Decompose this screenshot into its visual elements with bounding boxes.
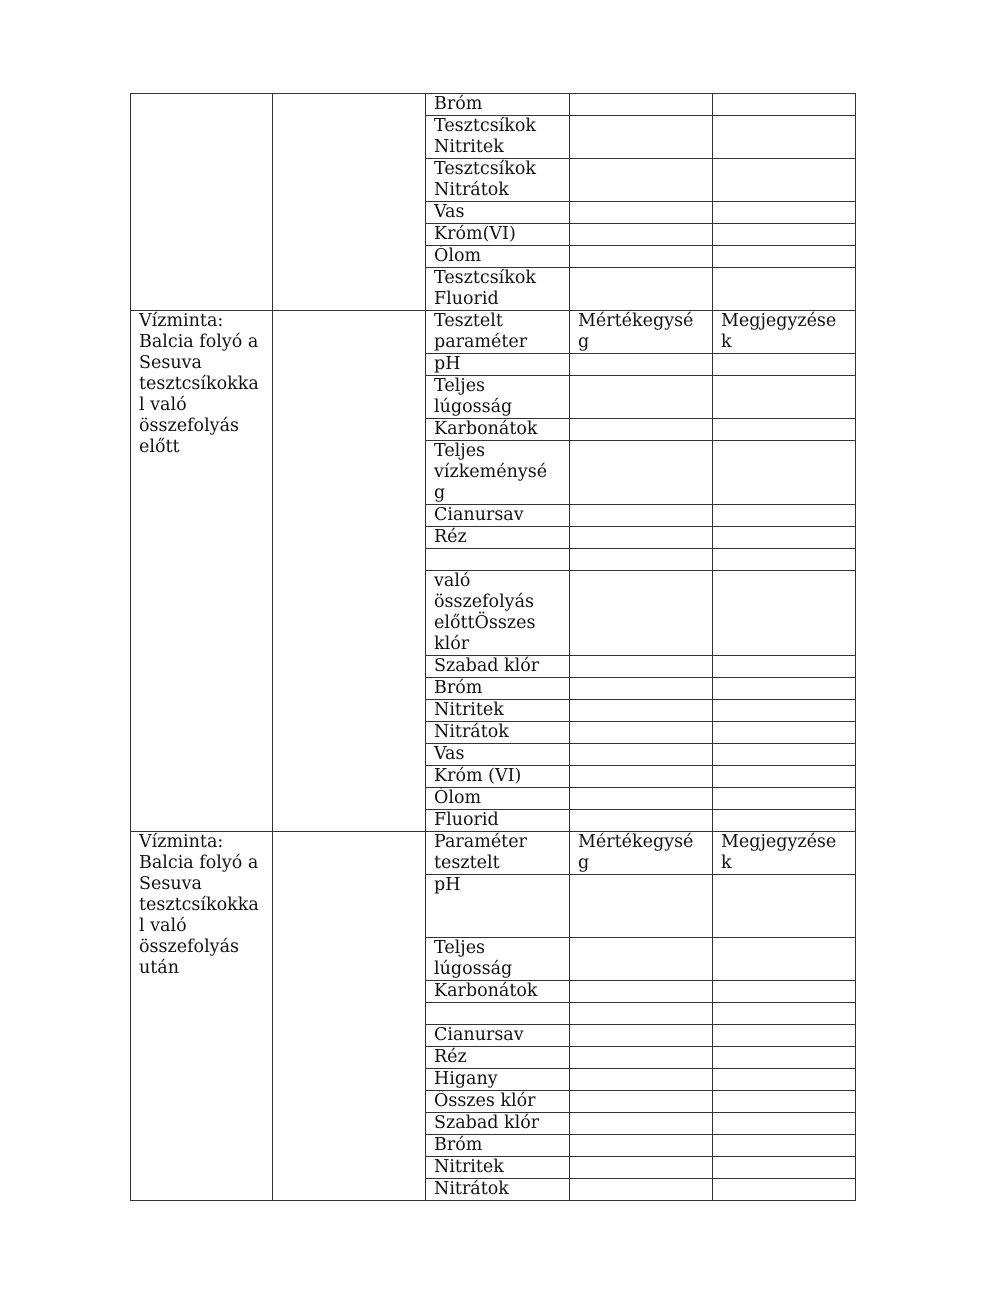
unit-cell <box>570 159 713 202</box>
param-cell: Higany <box>426 1069 570 1091</box>
param-cell: Réz <box>426 527 570 549</box>
param-cell <box>426 1003 570 1025</box>
unit-cell <box>570 678 713 700</box>
unit-cell <box>570 1179 713 1201</box>
note-cell <box>713 549 856 571</box>
note-cell <box>713 810 856 832</box>
note-cell <box>713 116 856 159</box>
unit-cell <box>570 1047 713 1069</box>
param-cell: Cianursav <box>426 1025 570 1047</box>
note-cell <box>713 159 856 202</box>
note-cell <box>713 938 856 981</box>
unit-cell <box>570 1135 713 1157</box>
param-cell: Nitritek <box>426 700 570 722</box>
unit-cell <box>570 656 713 678</box>
param-cell: Bróm <box>426 94 570 116</box>
unit-cell <box>570 1069 713 1091</box>
param-cell: Tesztcsíkok Nitrátok <box>426 159 570 202</box>
param-cell: Karbonátok <box>426 419 570 441</box>
note-cell <box>713 224 856 246</box>
param-cell: Vas <box>426 744 570 766</box>
note-cell <box>713 1135 856 1157</box>
note-cell <box>713 246 856 268</box>
unit-cell <box>570 571 713 656</box>
unit-cell <box>570 224 713 246</box>
sample-cell <box>131 94 273 311</box>
unit-cell <box>570 788 713 810</box>
param-header-cell: Tesztelt paraméter <box>426 311 570 354</box>
note-cell <box>713 571 856 656</box>
unit-cell <box>570 700 713 722</box>
note-cell <box>713 505 856 527</box>
unit-cell <box>570 354 713 376</box>
param-cell: Tesztcsíkok Fluorid <box>426 268 570 311</box>
param-cell: való összefolyás előttÖsszes klór <box>426 571 570 656</box>
unit-cell <box>570 938 713 981</box>
note-cell <box>713 354 856 376</box>
note-cell <box>713 1047 856 1069</box>
unit-header-cell: Mértékegysé g <box>570 311 713 354</box>
param-cell: Tesztcsíkok Nitritek <box>426 116 570 159</box>
note-cell <box>713 268 856 311</box>
param-cell: Króm(VI) <box>426 224 570 246</box>
param-cell: Ólom <box>426 788 570 810</box>
unit-cell <box>570 202 713 224</box>
unit-cell <box>570 441 713 505</box>
unit-header-cell: Mértékegysé g <box>570 832 713 875</box>
param-cell: Króm (VI) <box>426 766 570 788</box>
table-row <box>131 94 856 116</box>
note-cell <box>713 700 856 722</box>
unit-cell <box>570 1025 713 1047</box>
empty-cell <box>273 311 426 832</box>
note-cell <box>713 1179 856 1201</box>
param-cell <box>426 549 570 571</box>
param-cell: Nitrátok <box>426 1179 570 1201</box>
param-cell: Teljes vízkeménysé g <box>426 441 570 505</box>
unit-cell <box>570 549 713 571</box>
note-cell <box>713 1069 856 1091</box>
unit-cell <box>570 527 713 549</box>
param-cell: Réz <box>426 1047 570 1069</box>
table-row <box>131 832 856 875</box>
param-cell: Fluorid <box>426 810 570 832</box>
note-cell <box>713 419 856 441</box>
note-cell <box>713 1113 856 1135</box>
empty-cell <box>273 94 426 311</box>
param-cell: Nitrátok <box>426 722 570 744</box>
param-cell: Nitritek <box>426 1157 570 1179</box>
param-cell: Összes klór <box>426 1091 570 1113</box>
unit-cell <box>570 766 713 788</box>
note-cell <box>713 1157 856 1179</box>
note-cell <box>713 1025 856 1047</box>
sample-cell: Vízminta: Balcia folyó a Sesuva tesztcsíkokka l való összefolyás után <box>131 832 273 1201</box>
unit-cell <box>570 744 713 766</box>
note-cell <box>713 656 856 678</box>
note-cell <box>713 1091 856 1113</box>
unit-cell <box>570 94 713 116</box>
param-cell: Szabad klór <box>426 1113 570 1135</box>
note-cell <box>713 744 856 766</box>
note-cell <box>713 441 856 505</box>
note-cell <box>713 1003 856 1025</box>
param-cell: Vas <box>426 202 570 224</box>
note-header-cell: Megjegyzése k <box>713 311 856 354</box>
note-cell <box>713 981 856 1003</box>
param-header-cell: Paraméter tesztelt <box>426 832 570 875</box>
note-header-cell: Megjegyzése k <box>713 832 856 875</box>
unit-cell <box>570 246 713 268</box>
unit-cell <box>570 376 713 419</box>
unit-cell <box>570 268 713 311</box>
table-row <box>131 311 856 354</box>
param-cell: Karbonátok <box>426 981 570 1003</box>
unit-cell <box>570 722 713 744</box>
note-cell <box>713 94 856 116</box>
empty-cell <box>273 832 426 1201</box>
note-cell <box>713 376 856 419</box>
param-cell: Bróm <box>426 1135 570 1157</box>
param-cell: Cianursav <box>426 505 570 527</box>
sample-cell: Vízminta: Balcia folyó a Sesuva tesztcsíkokka l való összefolyás előtt <box>131 311 273 832</box>
param-cell: Ólom <box>426 246 570 268</box>
note-cell <box>713 202 856 224</box>
param-cell: Teljes lúgosság <box>426 938 570 981</box>
note-cell <box>713 788 856 810</box>
param-cell: Bróm <box>426 678 570 700</box>
unit-cell <box>570 810 713 832</box>
param-cell: Teljes lúgosság <box>426 376 570 419</box>
note-cell <box>713 766 856 788</box>
unit-cell <box>570 419 713 441</box>
unit-cell <box>570 1113 713 1135</box>
water-test-table <box>130 93 856 1201</box>
note-cell <box>713 722 856 744</box>
param-cell: pH <box>426 354 570 376</box>
note-cell <box>713 875 856 938</box>
note-cell <box>713 678 856 700</box>
unit-cell <box>570 505 713 527</box>
unit-cell <box>570 116 713 159</box>
unit-cell <box>570 875 713 938</box>
param-cell: pH <box>426 875 570 938</box>
param-cell: Szabad klór <box>426 656 570 678</box>
note-cell <box>713 527 856 549</box>
unit-cell <box>570 1091 713 1113</box>
unit-cell <box>570 981 713 1003</box>
unit-cell <box>570 1157 713 1179</box>
unit-cell <box>570 1003 713 1025</box>
